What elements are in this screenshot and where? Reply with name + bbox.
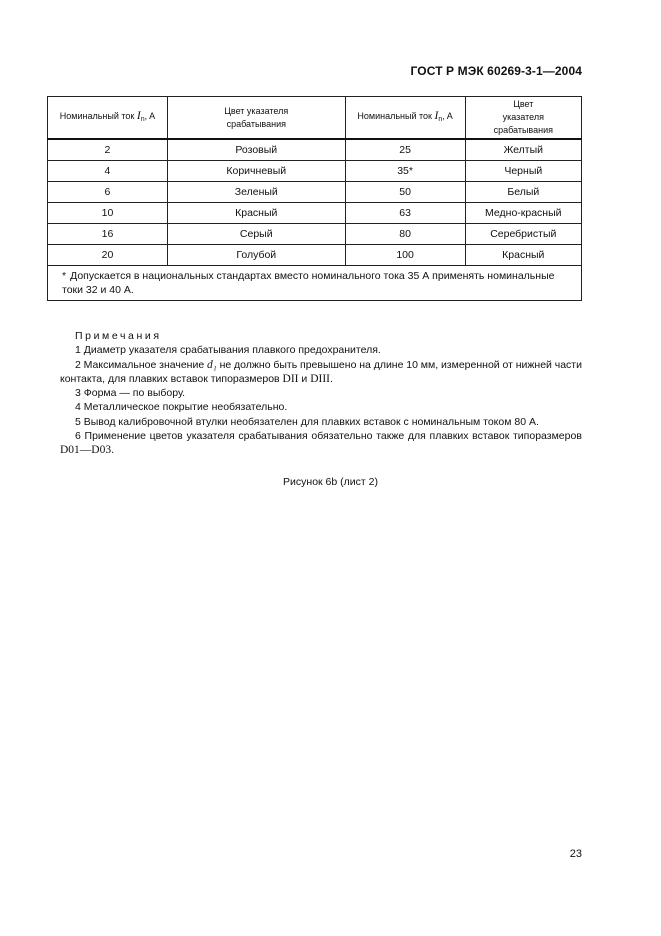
cell-current: 50 — [345, 182, 465, 203]
cell-current: 2 — [48, 139, 168, 161]
cell-color: Медно-красный — [465, 203, 581, 224]
figure-caption: Рисунок 6b (лист 2) — [283, 476, 378, 488]
page-number: 23 — [569, 848, 582, 860]
cell-color: Черный — [465, 161, 581, 182]
cell-color: Голубой — [167, 245, 345, 266]
cell-current: 16 — [48, 224, 168, 245]
cell-current: 35* — [345, 161, 465, 182]
table-header-row — [48, 97, 582, 140]
notes-title: Примечания — [75, 330, 162, 342]
table-row — [48, 224, 582, 245]
footnote-text: Допускается в национальных стандартах вместо номинального тока 35 А применять номинальные токи 32 и 40 А. — [62, 270, 555, 296]
note-2-line-1: 2 Максимальное значение d₁ не должно быть превышено на длине 10 мм, измеренной от нижней части — [75, 358, 582, 371]
table-footnote-row — [48, 266, 582, 301]
footnote-mark: * — [62, 270, 67, 282]
note-6-line-1: 6 Применение цветов указателя срабатывания обязательно также для плавких вставок типоразмеров — [75, 430, 582, 443]
cell-current: 20 — [48, 245, 168, 266]
cell-current: 4 — [48, 161, 168, 182]
cell-color: Красный — [167, 203, 345, 224]
cell-color: Серый — [167, 224, 345, 245]
notes-block — [60, 329, 582, 458]
cell-color: Красный — [465, 245, 581, 266]
header-rated-current-1: Номинальный ток $I_n$, A — [48, 97, 168, 140]
cell-color: Зеленый — [167, 182, 345, 203]
header-indicator-color-1: Цвет указателя срабатывания — [167, 97, 345, 140]
note-5: 5 Вывод калибровочной втулки необязателен для плавких вставок с номинальным током 80 А. — [75, 415, 539, 428]
cell-color: Белый — [465, 182, 581, 203]
note-6-line-2: D01—D03. — [60, 444, 114, 457]
cell-color: Розовый — [167, 139, 345, 161]
note-4: 4 Металлическое покрытие необязательно. — [75, 401, 288, 414]
cell-color: Серебристый — [465, 224, 581, 245]
table-footnote — [48, 266, 582, 301]
note-1: 1 Диаметр указателя срабатывания плавкого предохранителя. — [75, 344, 381, 357]
note-3: 3 Форма — по выбору. — [75, 387, 186, 400]
cell-current: 63 — [345, 203, 465, 224]
table-row — [48, 182, 582, 203]
cell-current: 10 — [48, 203, 168, 224]
fuse-color-table — [47, 96, 582, 301]
cell-color: Желтый — [465, 139, 581, 161]
cell-current: 100 — [345, 245, 465, 266]
table-row — [48, 203, 582, 224]
cell-current: 80 — [345, 224, 465, 245]
standard-designation: ГОСТ Р МЭК 60269-3-1—2004 — [410, 64, 582, 78]
table-row — [48, 161, 582, 182]
header-indicator-color-2: Цвет указателя срабатывания — [465, 97, 581, 140]
header-rated-current-2: Номинальный ток $I_n$, A — [345, 97, 465, 140]
cell-color: Коричневый — [167, 161, 345, 182]
table-row — [48, 139, 582, 161]
table-row — [48, 245, 582, 266]
note-2-line-2: контакта, для плавких вставок типоразмеров DII и DIII. — [60, 372, 333, 385]
cell-current: 6 — [48, 182, 168, 203]
cell-current: 25 — [345, 139, 465, 161]
